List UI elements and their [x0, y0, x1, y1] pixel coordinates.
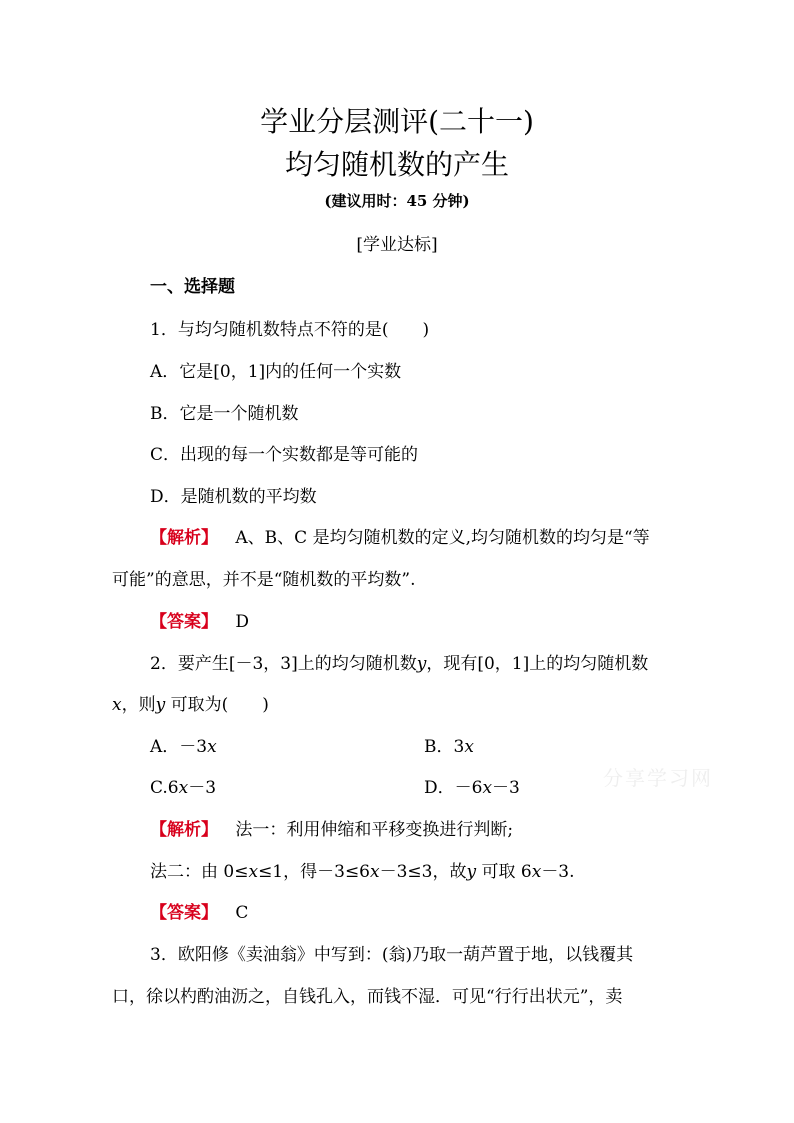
q2-stem-text: ，则: [121, 695, 156, 715]
option-text: C.6: [150, 778, 179, 798]
option-text: B．3: [424, 737, 465, 757]
q1-analysis-text2: 可能”的意思，并不是“随机数的平均数”.: [112, 570, 416, 590]
option-text: －3: [492, 778, 520, 798]
q2-analysis-tag: 【解析】: [150, 820, 218, 840]
analysis-text: －3≤3，故: [379, 862, 467, 882]
option-text: A．－3: [150, 737, 208, 757]
analysis-text: 可取 6: [476, 862, 532, 882]
q1-answer-tag: 【答案】: [150, 612, 218, 632]
q1-analysis-text1: A、B、C 是均匀随机数的定义,均匀随机数的均匀是“等: [235, 528, 650, 548]
var-x: x: [248, 862, 259, 882]
q1-analysis-tag: 【解析】: [150, 528, 218, 548]
level-heading: [学业达标]: [356, 235, 438, 255]
var-x: x: [178, 778, 189, 798]
watermark: 分享学习网: [603, 766, 713, 790]
q1-option-c: C．出现的每一个实数都是等可能的: [150, 445, 419, 465]
var-x: x: [207, 737, 217, 757]
q2-option-a: [150, 732, 217, 757]
q2-answer-tag: 【答案】: [150, 903, 218, 923]
q2-stem-text: ，现有[0，1]上的均匀随机数: [426, 654, 649, 674]
q1-answer-line: [150, 607, 249, 632]
option-text: －3: [188, 778, 217, 798]
q2-answer-line: [150, 898, 248, 923]
q3-stem-line2: 口，徐以杓酌油沥之，自钱孔入，而钱不湿．可见“行行出状元”，卖: [112, 987, 623, 1007]
q2-stem-text: 可取为( ): [165, 695, 269, 715]
page-title: 学业分层测评(二十一): [260, 105, 534, 138]
q1-answer: D: [235, 612, 250, 632]
q1-option-d: D．是随机数的平均数: [150, 487, 317, 507]
q1-stem: 1．与均匀随机数特点不符的是( ): [150, 320, 430, 340]
q2-analysis-text1: 法一：利用伸缩和平移变换进行判断;: [235, 820, 514, 840]
q2-answer: C: [235, 903, 249, 923]
var-y: y: [466, 862, 477, 882]
q2-option-c: [150, 773, 216, 798]
option-text: D．－6: [424, 778, 483, 798]
q2-stem-line1: [150, 649, 648, 674]
var-x: x: [531, 862, 542, 882]
q2-analysis-line1: [150, 815, 513, 840]
time-note: (建议用时：45 分钟): [324, 192, 470, 210]
q1-analysis-line1: [150, 523, 650, 548]
q2-stem-text: 2．要产生[－3，3]上的均匀随机数: [150, 654, 417, 674]
var-x: x: [370, 862, 380, 882]
q3-stem-line1: 3．欧阳修《卖油翁》中写到：(翁)乃取一葫芦置于地，以钱覆其: [150, 945, 634, 965]
var-y: y: [155, 695, 166, 715]
q2-stem-line2: [112, 690, 269, 715]
analysis-text: ≤1，得－3≤6: [258, 862, 370, 882]
var-x: x: [464, 737, 474, 757]
analysis-text: －3.: [541, 862, 575, 882]
q1-option-b: B．它是一个随机数: [150, 404, 299, 424]
q2-option-d: [424, 773, 520, 798]
q1-option-a: A．它是[0，1]内的任何一个实数: [150, 362, 402, 382]
analysis-text: 法二：由 0≤: [150, 862, 249, 882]
q2-option-b: [424, 732, 474, 757]
page-subtitle: 均匀随机数的产生: [284, 148, 509, 181]
q2-analysis-line2: [150, 857, 575, 882]
var-x: x: [482, 778, 493, 798]
var-y: y: [416, 654, 427, 674]
section-heading: 一、选择题: [150, 277, 235, 297]
var-x: x: [112, 695, 122, 715]
